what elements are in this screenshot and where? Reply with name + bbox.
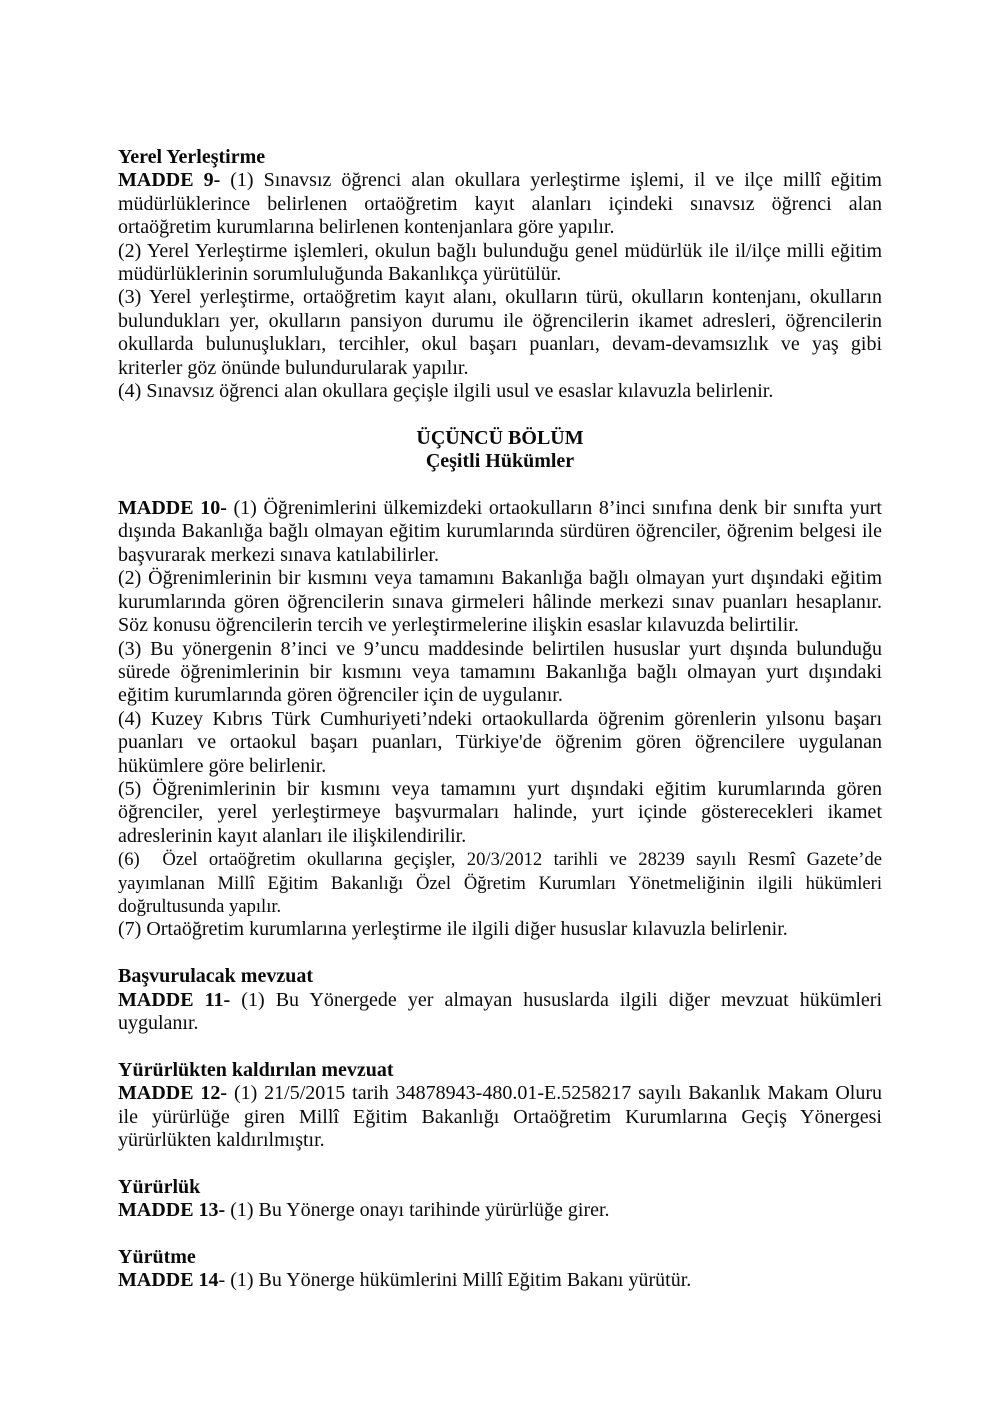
article-label: MADDE 12-	[118, 1082, 228, 1105]
paragraph-text: (1) Öğrenimlerini ülkemizdeki ortaokulların 8’inci sınıfına denk bir sınıfta yurt dışında Bakanlığa bağlı olmayan eğitim kurumlarında sürdüren öğrenciler, öğrenim belgesi ile başvurarak merkezi sınava katılabilirler.	[118, 497, 882, 566]
article-paragraph	[118, 778, 882, 848]
article-label: MADDE 11-	[118, 988, 231, 1011]
article-paragraph	[118, 638, 882, 708]
article-label: MADDE 9-	[118, 169, 221, 192]
section-heading	[118, 1059, 882, 1082]
article-paragraph	[118, 918, 882, 941]
article-paragraph	[118, 989, 882, 1036]
paragraph-text: (2) Yerel Yerleştirme işlemleri, okulun bağlı bulunduğu genel müdürlük ile il/ilçe milli eğitim müdürlüklerinin sorumluluğunda Bakanlıkça yürütülür.	[118, 239, 882, 286]
section-heading	[118, 146, 882, 169]
chapter-heading	[118, 427, 882, 474]
paragraph-text: (4) Sınavsız öğrenci alan okullara geçişle ilgili usul ve esaslar kılavuzla belirlenir.	[118, 380, 774, 403]
article-paragraph	[118, 497, 882, 567]
paragraph-text: (3) Yerel yerleştirme, ortaöğretim kayıt alanı, okulların türü, okulların kontenjanı, okulların bulundukları yer, okulların pansiyon durumu ile öğrencilerin ikamet adresleri, öğrencilerin okullarda bulunuşlukları, tercihler, okul başarı puanları, devam-devamsızlık ve yaş gibi kriterler göz önünde bulundurularak yapılır.	[118, 286, 882, 379]
paragraph-text: (6) Özel ortaöğretim okullarına geçişler, 20/3/2012 tarihli ve 28239 sayılı Resmî Gazete’de yayımlanan Millî Eğitim Bakanlığı Özel Öğretim Kurumları Yönetmeliğinin ilgili hükümleri doğrultusunda yapılır.	[118, 849, 882, 917]
article-label: MADDE 10-	[118, 497, 227, 520]
chapter-heading-line: Çeşitli Hükümler	[425, 450, 575, 473]
article-paragraph	[118, 169, 882, 239]
article-paragraph	[118, 1082, 882, 1152]
section-heading	[118, 1246, 882, 1269]
heading-text: Yürürlük	[118, 1175, 201, 1198]
heading-text: Yürürlükten kaldırılan mevzuat	[118, 1058, 394, 1081]
article-paragraph	[118, 1199, 882, 1222]
heading-text: Yerel Yerleştirme	[118, 146, 266, 168]
article-paragraph	[118, 286, 882, 380]
paragraph-text: (7) Ortaöğretim kurumlarına yerleştirme ile ilgili diğer hususlar kılavuzla belirlenir.	[118, 918, 788, 941]
paragraph-text: (1) Bu Yönerge onayı tarihinde yürürlüğe girer.	[225, 1199, 610, 1222]
paragraph-text: (1) Bu Yönergede yer almayan hususlarda ilgili diğer mevzuat hükümleri uygulanır.	[118, 988, 883, 1034]
article-paragraph	[118, 708, 882, 778]
paragraph-text: (1) 21/5/2015 tarih 34878943-480.01-E.5258217 sayılı Bakanlık Makam Oluru ile yürürlüğe giren Millî Eğitim Bakanlığı Ortaöğretim Kurumlarına Geçiş Yönergesi yürürlükten kaldırılmıştır.	[118, 1082, 882, 1151]
article-paragraph	[118, 567, 882, 637]
section-heading	[118, 1176, 882, 1199]
article-label: MADDE 13-	[118, 1199, 226, 1222]
article-paragraph	[118, 380, 882, 403]
article-paragraph	[118, 240, 882, 287]
paragraph-text: (5) Öğrenimlerinin bir kısmını veya tamamını yurt dışındaki eğitim kurumlarında gören öğrenciler, yerel yerleştirmeye başvurmaları halinde, yurt içinde gösterecekleri ikamet adreslerinin kayıt alanları ile ilişkilendirilir.	[118, 777, 882, 847]
chapter-heading-line: ÜÇÜNCÜ BÖLÜM	[416, 426, 584, 449]
paragraph-text: (4) Kuzey Kıbrıs Türk Cumhuriyeti’ndeki ortaokullarda öğrenim görenlerin yılsonu başarı puanları ve ortaokul başarı puanları, Türkiye'de öğrenim gören öğrencilere uygulanan hükümlere göre belirlenir.	[118, 707, 882, 777]
paragraph-text: (3) Bu yönergenin 8’inci ve 9’uncu maddesinde belirtilen hususlar yurt dışında bulunduğu sürede öğrenimlerinin bir kısmını veya tamamını Bakanlığa bağlı olmayan yurt dışındaki eğitim kurumlarında gören öğrenciler için de uygulanır.	[118, 637, 882, 707]
paragraph-text: (2) Öğrenimlerinin bir kısmını veya tamamını Bakanlığa bağlı olmayan yurt dışındaki eğitim kurumlarında gören öğrencilerin sınava girmeleri hâlinde merkezi sınav puanları hesaplanır. Söz konusu öğrencilerin tercih ve yerleştirmelerine ilişkin esaslar kılavuzda belirtilir.	[118, 567, 882, 637]
article-label: MADDE 14	[118, 1269, 219, 1292]
heading-text: Yürütme	[118, 1246, 196, 1268]
heading-text: Başvurulacak mevzuat	[118, 965, 313, 988]
article-paragraph	[118, 1269, 882, 1292]
paragraph-text: (1) Sınavsız öğrenci alan okullara yerleştirme işlemi, il ve ilçe millî eğitim müdürlüklerince belirlenen ortaöğretim kayıt alanları içindeki sınavsız öğrenci alan ortaöğretim kurumlarına belirlenen kontenjanlara göre yapılır.	[118, 169, 882, 239]
paragraph-text: - (1) Bu Yönerge hükümlerini Millî Eğitim Bakanı yürütür.	[218, 1269, 692, 1292]
section-heading	[118, 965, 882, 988]
document-body	[118, 146, 882, 1293]
article-paragraph	[118, 848, 882, 918]
